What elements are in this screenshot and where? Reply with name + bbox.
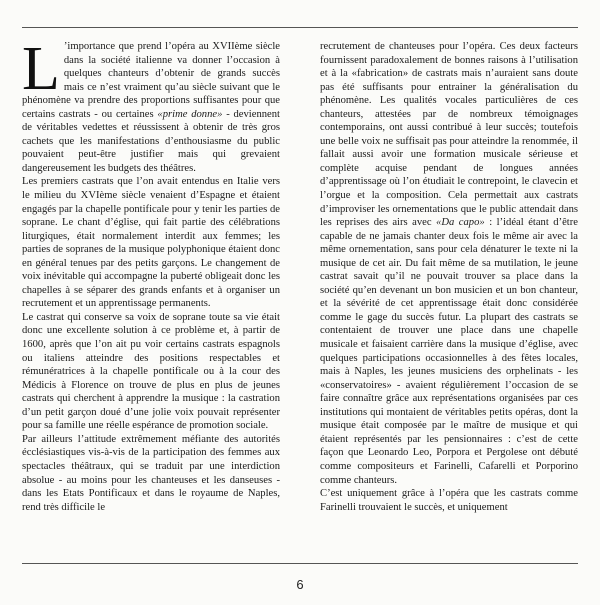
bottom-rule (22, 563, 578, 564)
italic-phrase: «prime donne» (157, 108, 223, 120)
italic-phrase: «Da capo» (436, 217, 485, 229)
page-number: 6 (296, 577, 304, 592)
drop-cap: L (22, 35, 60, 103)
right-column (320, 40, 578, 555)
paragraph-first-castrats: Les premiers castrats que l’on avait entendus en Italie vers le milieu du XVIème siècle venaient d’Espagne et étaient engagés par la chapelle pontificale pour y tenir les parties de soprane. Le chant d’église, qui fait partie des célébrations liturgiques, était normalement interdit aux femmes; les parties de sopranes de la musique polyphonique étaient donc en général tenues par des petits garçons. Le changement de voix inévitable qui accompagne la puberté obligeait donc les chapelles à se séparer des grands enfants et à organiser un recrutement et un apprentissage permanents. (22, 176, 280, 310)
paragraph-intro: L ’importance que prend l’opéra au XVIIème siècle dans la société italienne va donner l’occasion à quelques chanteurs d’obtenir de grands succès mais ce n’est vraiment qu’au siècle suivant que le phénomène va prendre des proportions suffisantes pour que certains castrats - ou certaines «prime donne» - deviennent de véritables vedettes et réussissent à obtenir de très gros cachets que les manifestations d’enthousiasme du public pouvaient peut-être justifier mais qui grevaient dangereusement les budgets des théâtres. (22, 35, 280, 174)
paragraph-recruitment: recrutement de chanteuses pour l’opéra. Ces deux facteurs fournissent paradoxalement de bonnes raisons à l’utilisation et à la «fabrication» de castrats mais n’auraient sans doute pas été suffisants pour entrainer la généralisation du phénomène. Les qualités vocales particulières de ces chanteurs, attestées par de nombreux témoignages contemporains, ont aussi contribué à leur succès; toutefois une belle voix ne suffisait pas pour atteindre la renommée, il fallait aussi avoir une formation musicale sérieuse et complète acquise pendant de longues années d’apprentissage où l’on étudiait le contrepoint, le clavecin et l’orgue et la composition. Cela permettait aux castrats d’improviser les ornementations que le public attendait dans les reprises des airs avec «Da capo» : l’idéal étant d’être capable de ne jamais chanter deux fois le même air avec la même ornementation, sans pour cela dénaturer le texte ni la musique de cet air. Du fait même de sa mutilation, le jeune castrat savait qu’il ne pouvait trouver sa place dans la société qu’en devenant un bon musicien et un bon chanteur, et la sévérité de cet apprentissage était donc considérée comme le gage du succès futur. La plupart des castrats se contentaient de trouver une place dans une chapelle musicale et faisaient carrière dans la musique d’église, avec quelques participations occasionnelles à des fêtes locales, mais à Naples, les jeunes musiciens des orphelinats - les «conservatoires» - avaient régulièrement l’occasion de se faire connaître grâce aux représentations organisées par ces institutions qui montaient de véritables petits opéras, dont la musique était composée par le maître de musique et qui étaient représentés par les pensionnaires : c’est de cette façon que Leonardo Leo, Porpora et Pergolese ont débuté comme compositeurs et Farinelli, Cafarelli et Porporino comme chanteurs. (320, 41, 578, 486)
paragraph-soprano-solution: Le castrat qui conserve sa voix de soprane toute sa vie était donc une excellente solution à ce problème et, à partir de 1600, après que l’on ait pu voir certains castrats espagnols ou italiens atteindre des positions respectables et rémunératrices à la chapelle pontificale ou à la cour des Médicis à Florence on trouve de plus en plus de jeunes castrats qui cherchent à apprendre la musique : la castration d’un petit garçon doué d’une jolie voix pouvait représenter pour sa famille une réelle espérance de promotion sociale. (22, 311, 280, 432)
paragraph-opera-success: C’est uniquement grâce à l’opéra que les castrats comme Farinelli trouvaient le succès, et uniquement (320, 488, 578, 513)
top-rule (22, 27, 578, 28)
left-column (22, 35, 280, 555)
text-columns (22, 35, 578, 555)
paragraph-ecclesiastic-attitude: Par ailleurs l’attitude extrêmement méfiante des autorités écclésiastiques vis-à-vis de la participation des femmes aux spectacles théâtraux, qui se traduit par une interdiction absolue - au moins pour les chanteuses et les danseuses - dans les Etats Pontificaux et dans le royaume de Naples, rend très difficile le (22, 433, 280, 513)
